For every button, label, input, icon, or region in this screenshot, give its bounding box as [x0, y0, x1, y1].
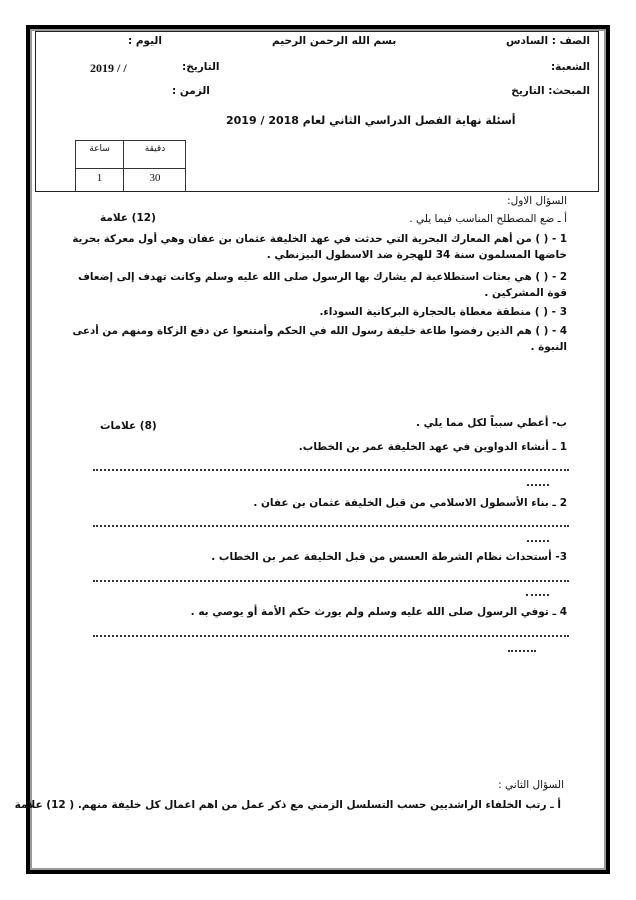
q1a-item3-line1: 3 - ( ) منطقة مغطاة بالحجارة البركانية السوداء.: [319, 306, 567, 318]
table-row-divider: [76, 168, 186, 169]
time-label: الزمن :: [172, 85, 210, 97]
minutes-value: 30: [149, 172, 161, 184]
answer-line-continuation: [526, 594, 549, 596]
q1a-marks: (12) علامة: [100, 212, 156, 224]
exam-header-box: [35, 31, 599, 192]
q1a-instruction: أ ـ ضع المصطلح المناسب فيما يلي .: [409, 213, 567, 225]
answer-line-continuation: [527, 540, 549, 542]
q1a-item4-line1: 4 - ( ) هم الذين رفضوا طاعة خليفة رسول الله في الحكم وأمتنعوا عن دفع الزكاة ومنهم من أدعى: [72, 325, 567, 337]
question1-title: السؤال الاول:: [507, 195, 567, 207]
answer-line-continuation: [527, 484, 549, 486]
answer-line: [93, 469, 569, 471]
q1b-item1: 1 ـ أنشاء الدواوين في عهد الخليفة عمر بن الخطاب.: [298, 441, 567, 453]
hours-value: 1: [96, 172, 103, 184]
question2-title: السؤال الثاني :: [498, 779, 564, 791]
q1b-item2: 2 ـ بناء الأسطول الاسلامي من قبل الخليفة عثمان بن عفان .: [253, 497, 567, 509]
q2a-instruction: أ ـ رتب الخلفاء الراشديين حسب التسلسل الزمني مع ذكر عمل من اهم اعمال كل خليفة منهم. ( 12) علامة: [14, 799, 561, 811]
day-label: اليوم :: [128, 35, 162, 47]
duration-table: [75, 140, 186, 191]
q1a-item1-line1: 1 - ( ) من أهم المعارك البحرية التي حدثت في عهد الخليفة عثمان بن عفان وهي أول معركة بحرية: [72, 233, 567, 245]
date-label: التاريخ:: [182, 61, 220, 73]
exam-title: أسئلة نهاية الفصل الدراسي الثاني لعام 2018 / 2019: [226, 114, 516, 127]
minutes-header: دقيقة: [144, 144, 166, 154]
answer-line: [93, 525, 569, 527]
section-label: الشعبة:: [550, 61, 590, 73]
answer-line: [93, 635, 569, 637]
date-value: 2019 / /: [90, 61, 127, 75]
q1b-item3: 3- أستحداث نظام الشرطة العسس من قبل الخليفة عمر بن الخطاب .: [211, 551, 567, 563]
grade-label: الصف : السادس: [506, 35, 590, 47]
q1a-item1-line2: خاضها المسلمون سنة 34 للهجرة ضد الاسطول البيزنطي .: [266, 249, 567, 261]
answer-line: [93, 580, 569, 582]
q1a-item2-line2: قوة المشركين .: [484, 287, 567, 299]
q1a-item4-line2: النبوة .: [530, 341, 567, 353]
q1b-instruction: ب- أعطي سبباً لكل مما يلي .: [415, 417, 567, 429]
subject-label: المبحث: التاريخ: [511, 85, 590, 97]
hours-header: ساعة: [89, 144, 110, 154]
q1b-item4: 4 ـ توفي الرسول صلى الله عليه وسلم ولم يورث حكم الأمة أو يوصي به .: [190, 606, 567, 618]
answer-line-continuation: [508, 650, 536, 652]
q1a-item2-line1: 2 - ( ) هي بعثات استطلاعية لم يشارك بها الرسول صلى الله عليه وسلم وكانت تهدف إلى إضعاف: [77, 271, 567, 283]
q1b-marks: (8) علامات: [100, 420, 157, 432]
basmala: بسم الله الرحمن الرحيم: [272, 35, 397, 47]
